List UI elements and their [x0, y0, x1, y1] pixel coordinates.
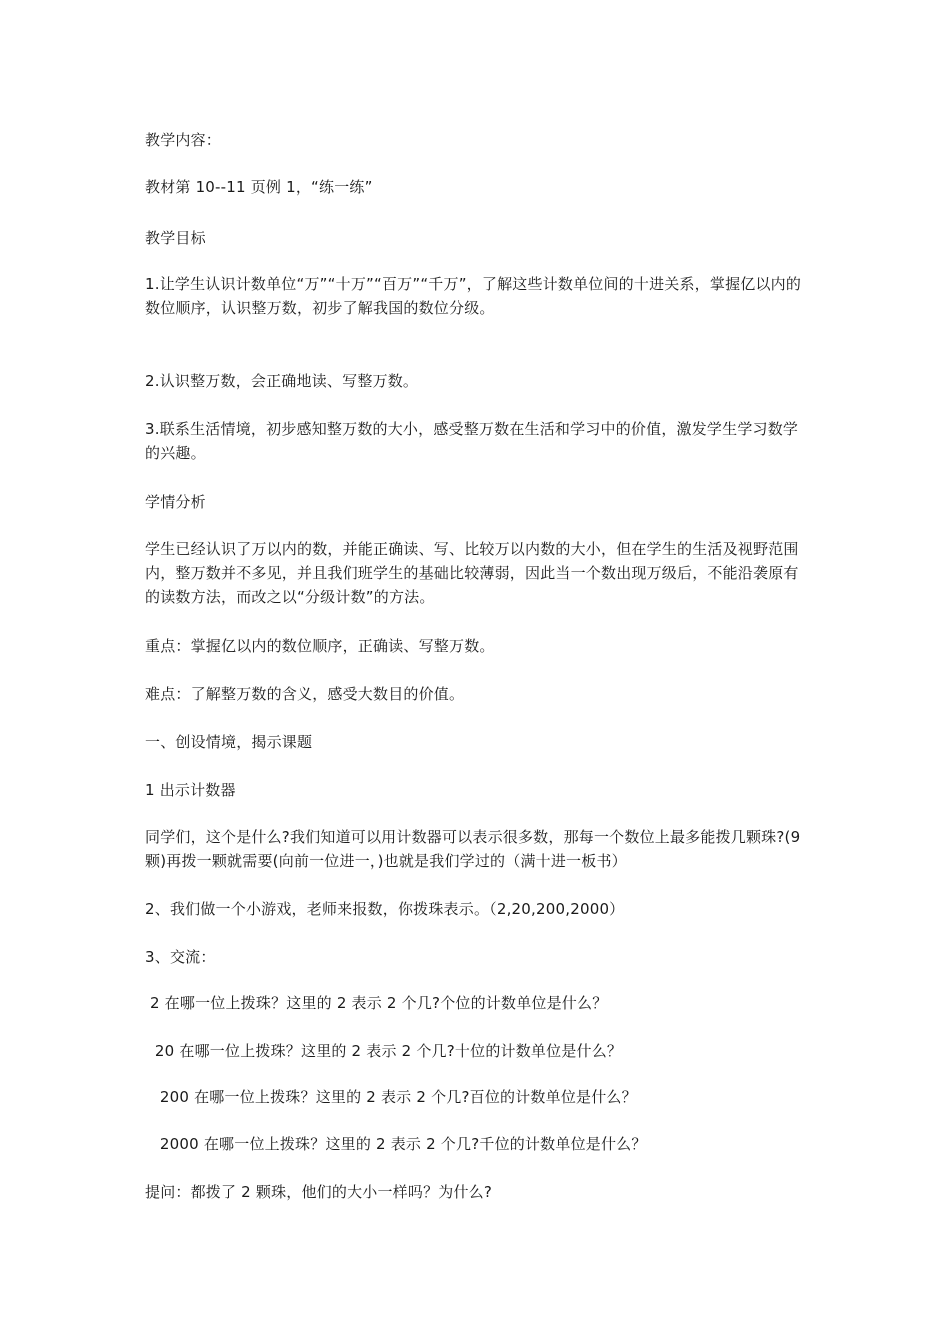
goal-1: 1.让学生认识计数单位“万”“十万”“百万”“千万”，了解这些计数单位间的十进关系，掌握亿以内的数位顺序，认识整万数，初步了解我国的数位分级。 — [145, 275, 802, 317]
question-2000: 2000 在哪一位上拨珠？这里的 2 表示 2 个几?千位的计数单位是什么？ — [145, 1135, 647, 1153]
key-point: 重点：掌握亿以内的数位顺序，正确读、写整万数。 — [145, 637, 495, 655]
goal-3: 3.联系生活情境，初步感知整万数的大小，感受整万数在生活和学习中的价值，激发学生学习数学的兴趣。 — [145, 420, 799, 462]
heading-learning-analysis: 学情分析 — [145, 493, 206, 511]
step-1-text: 同学们，这个是什么?我们知道可以用计数器可以表示很多数，那每一个数位上最多能拨几颗珠?(9 颗)再拨一颗就需要(向前一位进一，)也就是我们学过的（满十进一板书） — [145, 828, 801, 870]
learning-analysis-text: 学生已经认识了万以内的数，并能正确读、写、比较万以内数的大小，但在学生的生活及视野范围内，整万数并不多见，并且我们班学生的基础比较薄弱，因此当一个数出现万级后，不能沿袭原有的读数方法，而改之以“分级计数”的方法。 — [145, 540, 799, 606]
difficult-point: 难点：了解整万数的含义，感受大数目的价值。 — [145, 685, 465, 703]
heading-teaching-goals: 教学目标 — [145, 229, 206, 247]
section-1-heading: 一、创设情境，揭示课题 — [145, 733, 313, 751]
closing-question: 提问：都拨了 2 颗珠，他们的大小一样吗？为什么? — [145, 1183, 493, 1201]
step-1: 1 出示计数器 — [145, 781, 236, 799]
question-200: 200 在哪一位上拨珠？这里的 2 表示 2 个几?百位的计数单位是什么？ — [145, 1088, 637, 1106]
question-2: 2 在哪一位上拨珠？这里的 2 表示 2 个几?个位的计数单位是什么？ — [145, 994, 608, 1012]
step-3: 3、交流： — [145, 948, 216, 966]
goal-2: 2.认识整万数，会正确地读、写整万数。 — [145, 372, 419, 390]
step-2: 2、我们做一个小游戏，老师来报数，你拨珠表示。（2,20,200,2000） — [145, 900, 625, 918]
question-20: 20 在哪一位上拨珠？这里的 2 表示 2 个几?十位的计数单位是什么？ — [145, 1042, 623, 1060]
textbook-reference: 教材第 10--11 页例 1，“练一练” — [145, 178, 373, 196]
heading-teaching-content: 教学内容： — [145, 131, 222, 149]
